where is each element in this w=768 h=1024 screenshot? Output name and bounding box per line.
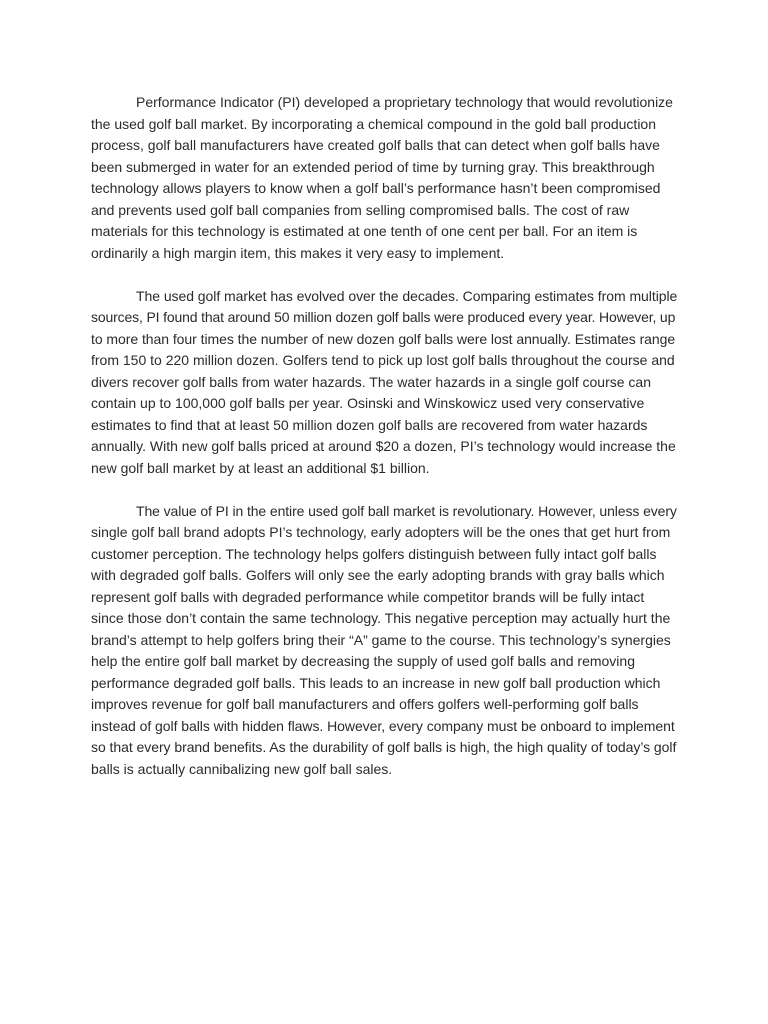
paragraph-line: improves revenue for golf ball manufacturers and offers golfers well-performing golf balls: [91, 696, 639, 712]
paragraph-line: annually. With new golf balls priced at around $20 a dozen, PI’s technology would increase the: [91, 438, 676, 454]
paragraph-line: help the entire golf ball market by decreasing the supply of used golf balls and removing: [91, 653, 635, 669]
paragraph-2: [91, 286, 678, 480]
paragraph-line: sources, PI found that around 50 million dozen golf balls were produced every year. However, up: [91, 309, 676, 325]
paragraph-line: been submerged in water for an extended period of time by turning gray. This breakthrough: [91, 158, 655, 175]
paragraph-line: The used golf market has evolved over the decades. Comparing estimates from multiple: [136, 287, 678, 304]
paragraph-line: Performance Indicator (PI) developed a proprietary technology that would revolutionize: [136, 94, 673, 110]
paragraph-line: instead of golf balls with hidden flaws. However, every company must be onboard to implement: [91, 717, 675, 734]
paragraph-line: process, golf ball manufacturers have created golf balls that can detect when golf balls have: [91, 137, 660, 153]
paragraph-line: the used golf ball market. By incorporating a chemical compound in the gold ball production: [91, 115, 656, 132]
paragraph-line: and prevents used golf ball companies from selling compromised balls. The cost of raw: [91, 201, 630, 218]
paragraph-line: to more than four times the number of new dozen golf balls were lost annually. Estimates range: [91, 330, 676, 347]
paragraph-line: estimates to find that at least 50 million dozen golf balls are recovered from water hazards: [91, 416, 648, 433]
paragraph-line: technology allows players to know when a golf ball’s performance hasn’t been compromised: [91, 180, 661, 196]
paragraph-line: materials for this technology is estimated at one tenth of one cent per ball. For an item is: [91, 223, 638, 239]
paragraph-line: with degraded golf balls. Golfers will only see the early adopting brands with gray balls which: [91, 567, 665, 583]
paragraph-line: divers recover golf balls from water hazards. The water hazards in a single golf course can: [91, 373, 652, 390]
paragraph-line: from 150 to 220 million dozen. Golfers tend to pick up lost golf balls throughout the course and: [91, 352, 675, 368]
paragraph-line: new golf ball market by at least an additional $1 billion.: [91, 459, 430, 476]
paragraph-line: customer perception. The technology helps golfers distinguish between fully intact golf balls: [91, 545, 657, 562]
paragraph-3: [91, 501, 678, 781]
paragraph-line: so that every brand benefits. As the durability of golf balls is high, the high quality of today’s golf: [91, 739, 677, 755]
paragraph-line: brand’s attempt to help golfers bring their “A” game to the course. This technology’s synergies: [91, 631, 671, 648]
paragraph-line: performance degraded golf balls. This leads to an increase in new golf ball production which: [91, 674, 661, 691]
paragraph-line: ordinarily a high margin item, this makes it very easy to implement.: [91, 244, 505, 261]
paragraph-line: since those don’t contain the same technology. This negative perception may actually hurt the: [91, 610, 671, 626]
paragraph-line: balls is actually cannibalizing new golf ball sales.: [91, 760, 393, 777]
paragraph-line: contain up to 100,000 golf balls per year. Osinski and Winskowicz used very conservative: [91, 395, 645, 411]
paragraph-1: [91, 92, 678, 264]
paragraph-line: represent golf balls with degraded performance while competitor brands will be fully intact: [91, 588, 645, 605]
document-body: [91, 92, 678, 802]
paragraph-line: single golf ball brand adopts PI’s technology, early adopters will be the ones that get hurt from: [91, 524, 671, 540]
paragraph-line: The value of PI in the entire used golf ball market is revolutionary. However, unless every: [136, 502, 677, 519]
